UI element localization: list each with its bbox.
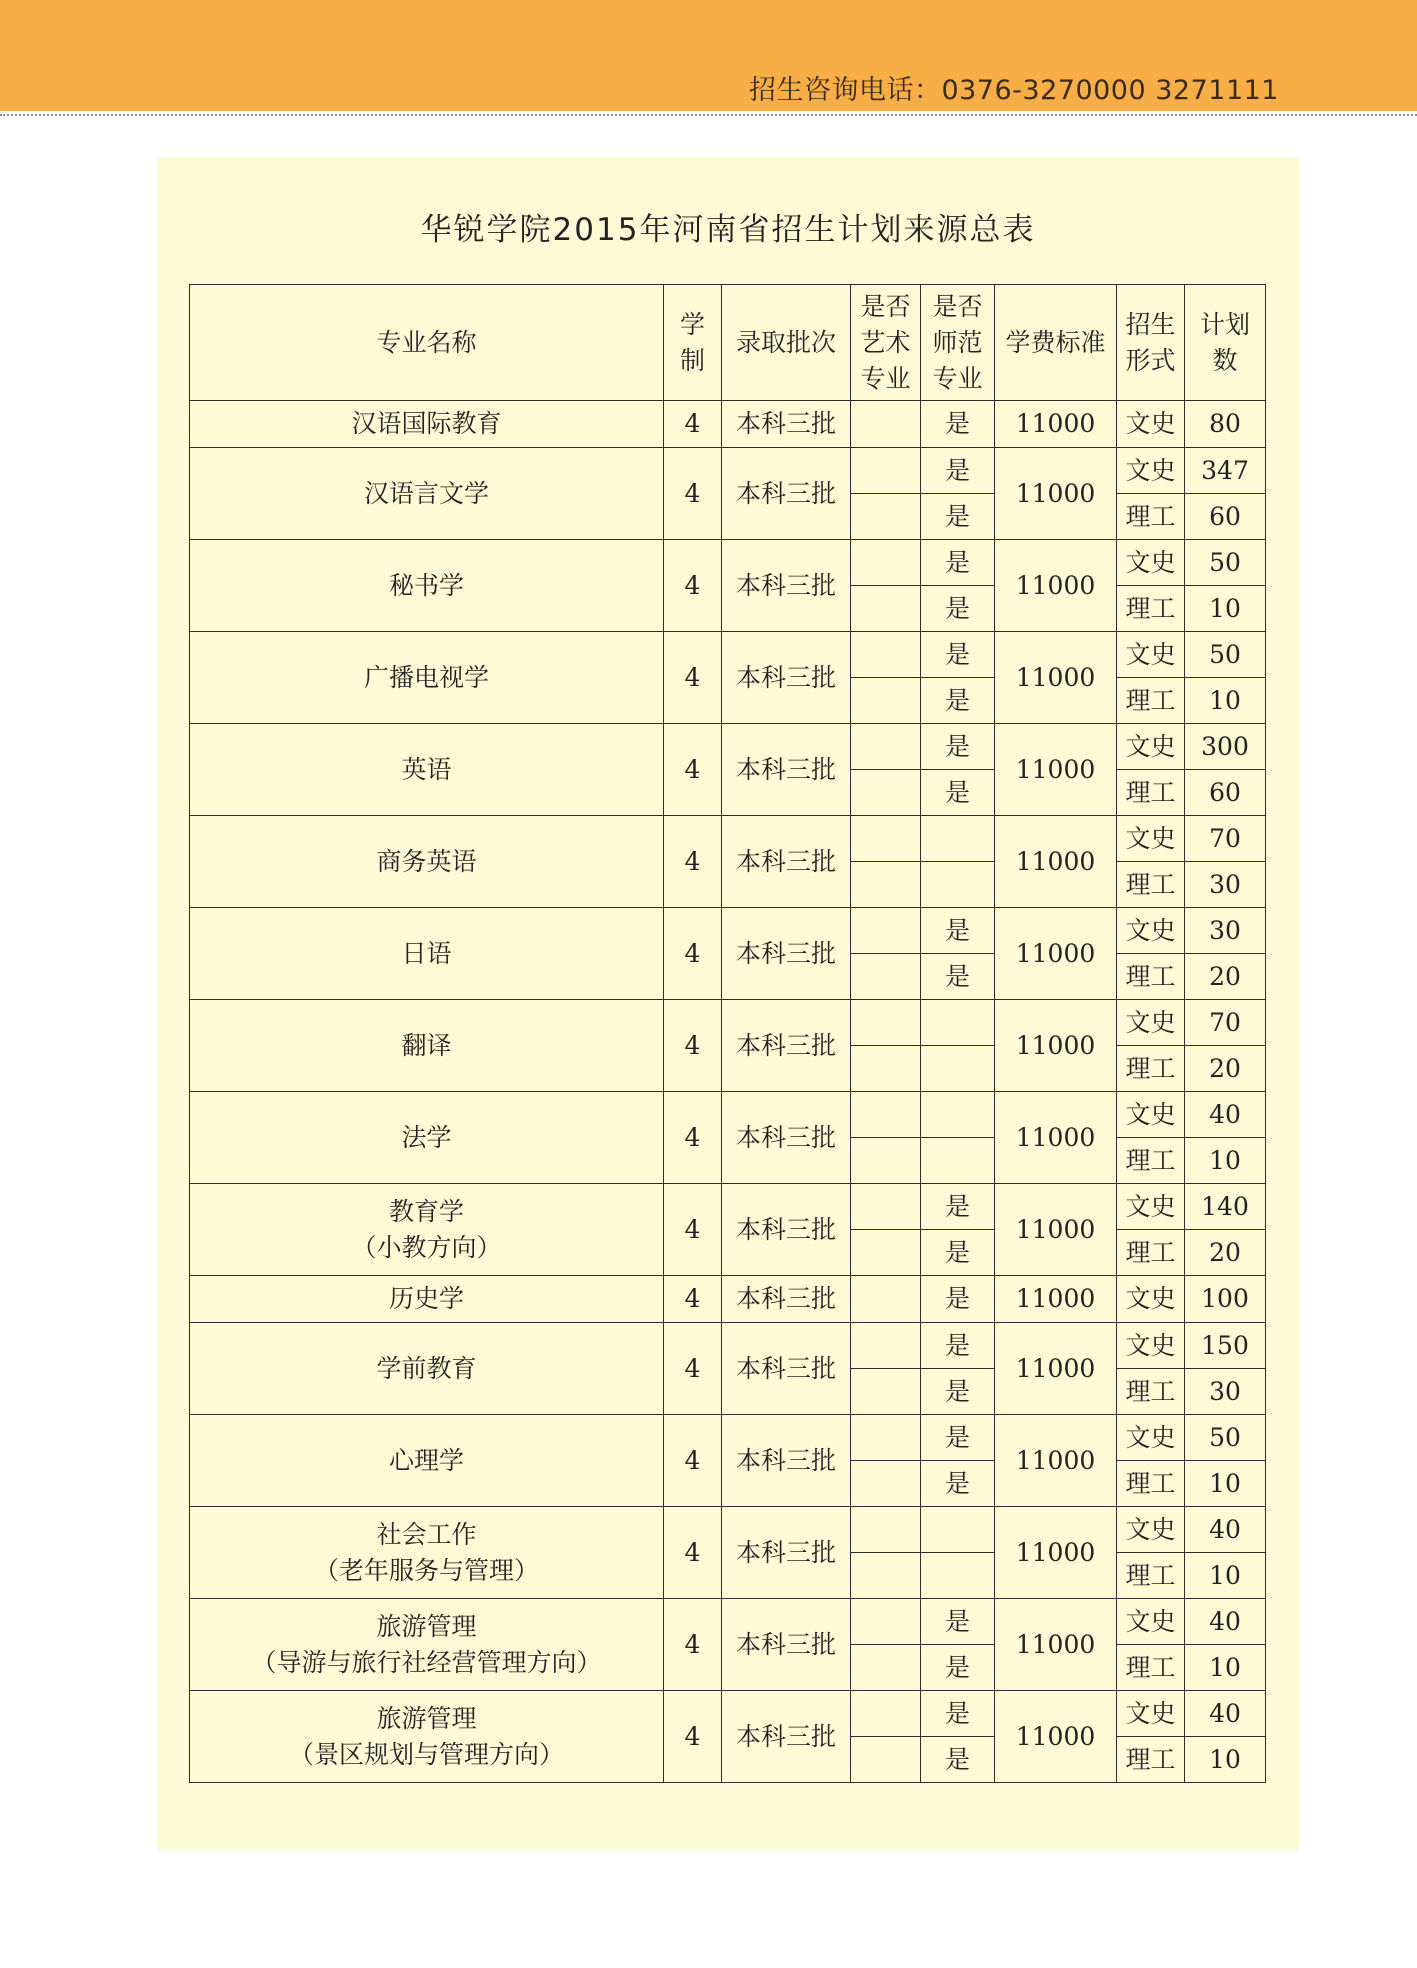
batch-cell: 本科三批 <box>722 1507 851 1599</box>
years-cell: 4 <box>664 1276 722 1323</box>
normal-cell: 是 <box>921 586 995 632</box>
table-row <box>190 816 1266 862</box>
tuition-cell: 11000 <box>995 724 1117 816</box>
header-form: 招生 形式 <box>1117 285 1185 401</box>
plan-cell: 10 <box>1185 586 1266 632</box>
form-cell: 理工 <box>1117 586 1185 632</box>
normal-cell: 是 <box>921 1369 995 1415</box>
batch-cell: 本科三批 <box>722 724 851 816</box>
form-cell: 理工 <box>1117 1046 1185 1092</box>
major-name <box>190 540 664 632</box>
art-cell <box>851 770 921 816</box>
table-row <box>190 1000 1266 1046</box>
major-name-line: （老年服务与管理） <box>313 1555 539 1585</box>
plan-cell: 30 <box>1185 862 1266 908</box>
years-cell: 4 <box>664 540 722 632</box>
plan-cell: 60 <box>1185 494 1266 540</box>
art-cell <box>851 540 921 586</box>
form-cell: 文史 <box>1117 724 1185 770</box>
form-cell: 文史 <box>1117 632 1185 678</box>
art-cell <box>851 1553 921 1599</box>
major-name-line: 汉语言文学 <box>363 478 489 508</box>
plan-cell: 40 <box>1185 1092 1266 1138</box>
art-cell <box>851 1461 921 1507</box>
form-cell: 文史 <box>1117 1323 1185 1369</box>
form-cell: 理工 <box>1117 1737 1185 1783</box>
major-name-line: 翻译 <box>401 1030 452 1060</box>
major-name-line: 汉语国际教育 <box>351 409 502 438</box>
header-art: 是否 艺术 专业 <box>851 285 921 401</box>
major-name-line: 秘书学 <box>388 570 464 600</box>
form-cell: 理工 <box>1117 494 1185 540</box>
major-name <box>190 908 664 1000</box>
form-cell: 理工 <box>1117 1138 1185 1184</box>
form-cell: 文史 <box>1117 1276 1185 1323</box>
normal-cell: 是 <box>921 1276 995 1323</box>
normal-cell: 是 <box>921 540 995 586</box>
header-normal: 是否 师范 专业 <box>921 285 995 401</box>
normal-cell: 是 <box>921 1737 995 1783</box>
major-name <box>190 1184 664 1276</box>
normal-cell <box>921 862 995 908</box>
batch-cell: 本科三批 <box>722 401 851 448</box>
table-row <box>190 1691 1266 1737</box>
batch-cell: 本科三批 <box>722 1000 851 1092</box>
art-cell <box>851 1230 921 1276</box>
plan-cell: 10 <box>1185 1645 1266 1691</box>
normal-cell: 是 <box>921 1230 995 1276</box>
plan-cell: 20 <box>1185 1230 1266 1276</box>
form-cell: 理工 <box>1117 1645 1185 1691</box>
tuition-cell: 11000 <box>995 1184 1117 1276</box>
normal-cell: 是 <box>921 448 995 494</box>
major-name <box>190 1599 664 1691</box>
plan-cell: 10 <box>1185 1461 1266 1507</box>
form-cell: 理工 <box>1117 1553 1185 1599</box>
batch-cell: 本科三批 <box>722 1184 851 1276</box>
art-cell <box>851 1046 921 1092</box>
art-cell <box>851 586 921 632</box>
table-row <box>190 1184 1266 1230</box>
art-cell <box>851 1507 921 1553</box>
table-row <box>190 1092 1266 1138</box>
tuition-cell: 11000 <box>995 1323 1117 1415</box>
table-row <box>190 632 1266 678</box>
plan-cell: 50 <box>1185 540 1266 586</box>
plan-cell: 140 <box>1185 1184 1266 1230</box>
form-cell: 理工 <box>1117 1369 1185 1415</box>
normal-cell: 是 <box>921 908 995 954</box>
table-row <box>190 540 1266 586</box>
form-cell: 文史 <box>1117 448 1185 494</box>
art-cell <box>851 448 921 494</box>
major-name-line: 广播电视学 <box>363 662 489 692</box>
major-name <box>190 1507 664 1599</box>
art-cell <box>851 724 921 770</box>
plan-cell: 60 <box>1185 770 1266 816</box>
dotted-divider <box>0 114 1417 116</box>
form-cell: 理工 <box>1117 678 1185 724</box>
table-row <box>190 1507 1266 1553</box>
years-cell: 4 <box>664 724 722 816</box>
plan-cell: 50 <box>1185 1415 1266 1461</box>
plan-cell: 50 <box>1185 632 1266 678</box>
normal-cell <box>921 1507 995 1553</box>
plan-cell: 30 <box>1185 908 1266 954</box>
table-row <box>190 1599 1266 1645</box>
table-row <box>190 1276 1266 1323</box>
plan-cell: 80 <box>1185 401 1266 448</box>
header-tuition: 学费标准 <box>995 285 1117 401</box>
major-name-line: 旅游管理 <box>376 1611 477 1641</box>
form-cell: 文史 <box>1117 908 1185 954</box>
batch-cell: 本科三批 <box>722 1092 851 1184</box>
form-cell: 文史 <box>1117 1599 1185 1645</box>
normal-cell <box>921 1092 995 1138</box>
tuition-cell: 11000 <box>995 1691 1117 1783</box>
tuition-cell: 11000 <box>995 1000 1117 1092</box>
art-cell <box>851 1599 921 1645</box>
form-cell: 理工 <box>1117 1230 1185 1276</box>
years-cell: 4 <box>664 1184 722 1276</box>
normal-cell: 是 <box>921 770 995 816</box>
tuition-cell: 11000 <box>995 908 1117 1000</box>
normal-cell: 是 <box>921 1645 995 1691</box>
art-cell <box>851 908 921 954</box>
normal-cell: 是 <box>921 401 995 448</box>
art-cell <box>851 1645 921 1691</box>
form-cell: 文史 <box>1117 816 1185 862</box>
table-row <box>190 724 1266 770</box>
art-cell <box>851 1369 921 1415</box>
table-row <box>190 401 1266 448</box>
major-name-line: 学前教育 <box>376 1353 477 1383</box>
tuition-cell: 11000 <box>995 1092 1117 1184</box>
art-cell <box>851 494 921 540</box>
major-name-line: 社会工作 <box>376 1519 477 1549</box>
plan-cell: 20 <box>1185 954 1266 1000</box>
normal-cell: 是 <box>921 678 995 724</box>
major-name <box>190 1323 664 1415</box>
normal-cell: 是 <box>921 1691 995 1737</box>
major-name <box>190 1691 664 1783</box>
form-cell: 文史 <box>1117 401 1185 448</box>
major-name-line: 英语 <box>401 754 452 784</box>
major-name <box>190 401 664 448</box>
major-name-line: 历史学 <box>388 1284 464 1313</box>
tuition-cell: 11000 <box>995 448 1117 540</box>
plan-cell: 10 <box>1185 678 1266 724</box>
plan-cell: 40 <box>1185 1691 1266 1737</box>
tuition-cell: 11000 <box>995 401 1117 448</box>
form-cell: 文史 <box>1117 1507 1185 1553</box>
art-cell <box>851 816 921 862</box>
plan-cell: 300 <box>1185 724 1266 770</box>
major-name <box>190 1092 664 1184</box>
years-cell: 4 <box>664 1323 722 1415</box>
batch-cell: 本科三批 <box>722 1323 851 1415</box>
major-name-line: 商务英语 <box>376 846 477 876</box>
years-cell: 4 <box>664 1000 722 1092</box>
normal-cell: 是 <box>921 724 995 770</box>
major-name-line: （导游与旅行社经营管理方向） <box>251 1647 602 1677</box>
form-cell: 文史 <box>1117 1092 1185 1138</box>
batch-cell: 本科三批 <box>722 632 851 724</box>
normal-cell: 是 <box>921 494 995 540</box>
tuition-cell: 11000 <box>995 1276 1117 1323</box>
plan-cell: 40 <box>1185 1599 1266 1645</box>
table-row <box>190 448 1266 494</box>
form-cell: 文史 <box>1117 1184 1185 1230</box>
table-row <box>190 908 1266 954</box>
form-cell: 文史 <box>1117 540 1185 586</box>
art-cell <box>851 954 921 1000</box>
tuition-cell: 11000 <box>995 540 1117 632</box>
major-name-line: 法学 <box>401 1122 452 1152</box>
major-name <box>190 632 664 724</box>
form-cell: 理工 <box>1117 862 1185 908</box>
art-cell <box>851 1000 921 1046</box>
tuition-cell: 11000 <box>995 1599 1117 1691</box>
tuition-cell: 11000 <box>995 632 1117 724</box>
form-cell: 文史 <box>1117 1691 1185 1737</box>
header-batch: 录取批次 <box>722 285 851 401</box>
batch-cell: 本科三批 <box>722 816 851 908</box>
art-cell <box>851 1276 921 1323</box>
art-cell <box>851 1737 921 1783</box>
form-cell: 理工 <box>1117 954 1185 1000</box>
plan-cell: 10 <box>1185 1138 1266 1184</box>
page-title: 华锐学院2015年河南省招生计划来源总表 <box>420 212 1036 248</box>
batch-cell: 本科三批 <box>722 1276 851 1323</box>
normal-cell: 是 <box>921 1184 995 1230</box>
header-major: 专业名称 <box>190 285 664 401</box>
years-cell: 4 <box>664 908 722 1000</box>
major-name <box>190 1000 664 1092</box>
major-name-line: 教育学 <box>388 1196 464 1226</box>
plan-cell: 10 <box>1185 1553 1266 1599</box>
normal-cell: 是 <box>921 954 995 1000</box>
art-cell <box>851 1184 921 1230</box>
normal-cell <box>921 816 995 862</box>
batch-cell: 本科三批 <box>722 448 851 540</box>
phone-label: 招生咨询电话：0376-3270000 3271111 <box>748 75 1279 106</box>
years-cell: 4 <box>664 1415 722 1507</box>
years-cell: 4 <box>664 816 722 908</box>
plan-cell: 150 <box>1185 1323 1266 1369</box>
tuition-cell: 11000 <box>995 1507 1117 1599</box>
plan-cell: 40 <box>1185 1507 1266 1553</box>
normal-cell: 是 <box>921 632 995 678</box>
major-name-line: 日语 <box>401 938 452 968</box>
plan-cell: 10 <box>1185 1737 1266 1783</box>
art-cell <box>851 632 921 678</box>
years-cell: 4 <box>664 1691 722 1783</box>
major-name-line: 旅游管理 <box>376 1703 477 1733</box>
tuition-cell: 11000 <box>995 816 1117 908</box>
major-name <box>190 1276 664 1323</box>
header-years: 学 制 <box>664 285 722 401</box>
years-cell: 4 <box>664 632 722 724</box>
major-name <box>190 816 664 908</box>
plan-cell: 70 <box>1185 816 1266 862</box>
plan-cell: 347 <box>1185 448 1266 494</box>
form-cell: 文史 <box>1117 1000 1185 1046</box>
years-cell: 4 <box>664 1092 722 1184</box>
batch-cell: 本科三批 <box>722 908 851 1000</box>
art-cell <box>851 401 921 448</box>
art-cell <box>851 862 921 908</box>
batch-cell: 本科三批 <box>722 1599 851 1691</box>
major-name-line: （景区规划与管理方向） <box>288 1739 564 1769</box>
normal-cell <box>921 1138 995 1184</box>
art-cell <box>851 1323 921 1369</box>
plan-cell: 100 <box>1185 1276 1266 1323</box>
normal-cell <box>921 1000 995 1046</box>
major-name <box>190 1415 664 1507</box>
art-cell <box>851 1138 921 1184</box>
years-cell: 4 <box>664 1599 722 1691</box>
form-cell: 文史 <box>1117 1415 1185 1461</box>
header-plan: 计划 数 <box>1185 285 1266 401</box>
tuition-cell: 11000 <box>995 1415 1117 1507</box>
art-cell <box>851 678 921 724</box>
header-bar <box>0 0 1417 111</box>
normal-cell <box>921 1553 995 1599</box>
normal-cell: 是 <box>921 1599 995 1645</box>
normal-cell: 是 <box>921 1461 995 1507</box>
major-name-line: （小教方向） <box>351 1232 502 1262</box>
plan-cell: 30 <box>1185 1369 1266 1415</box>
years-cell: 4 <box>664 401 722 448</box>
years-cell: 4 <box>664 1507 722 1599</box>
normal-cell: 是 <box>921 1415 995 1461</box>
normal-cell: 是 <box>921 1323 995 1369</box>
art-cell <box>851 1691 921 1737</box>
major-name <box>190 724 664 816</box>
normal-cell <box>921 1046 995 1092</box>
enrollment-plan-table <box>189 284 1266 1783</box>
table-header-row <box>190 285 1266 401</box>
plan-cell: 70 <box>1185 1000 1266 1046</box>
years-cell: 4 <box>664 448 722 540</box>
major-name-line: 心理学 <box>388 1445 464 1475</box>
form-cell: 理工 <box>1117 1461 1185 1507</box>
table-row <box>190 1415 1266 1461</box>
major-name <box>190 448 664 540</box>
table-row <box>190 1323 1266 1369</box>
batch-cell: 本科三批 <box>722 540 851 632</box>
plan-cell: 20 <box>1185 1046 1266 1092</box>
form-cell: 理工 <box>1117 770 1185 816</box>
batch-cell: 本科三批 <box>722 1691 851 1783</box>
art-cell <box>851 1415 921 1461</box>
art-cell <box>851 1092 921 1138</box>
batch-cell: 本科三批 <box>722 1415 851 1507</box>
